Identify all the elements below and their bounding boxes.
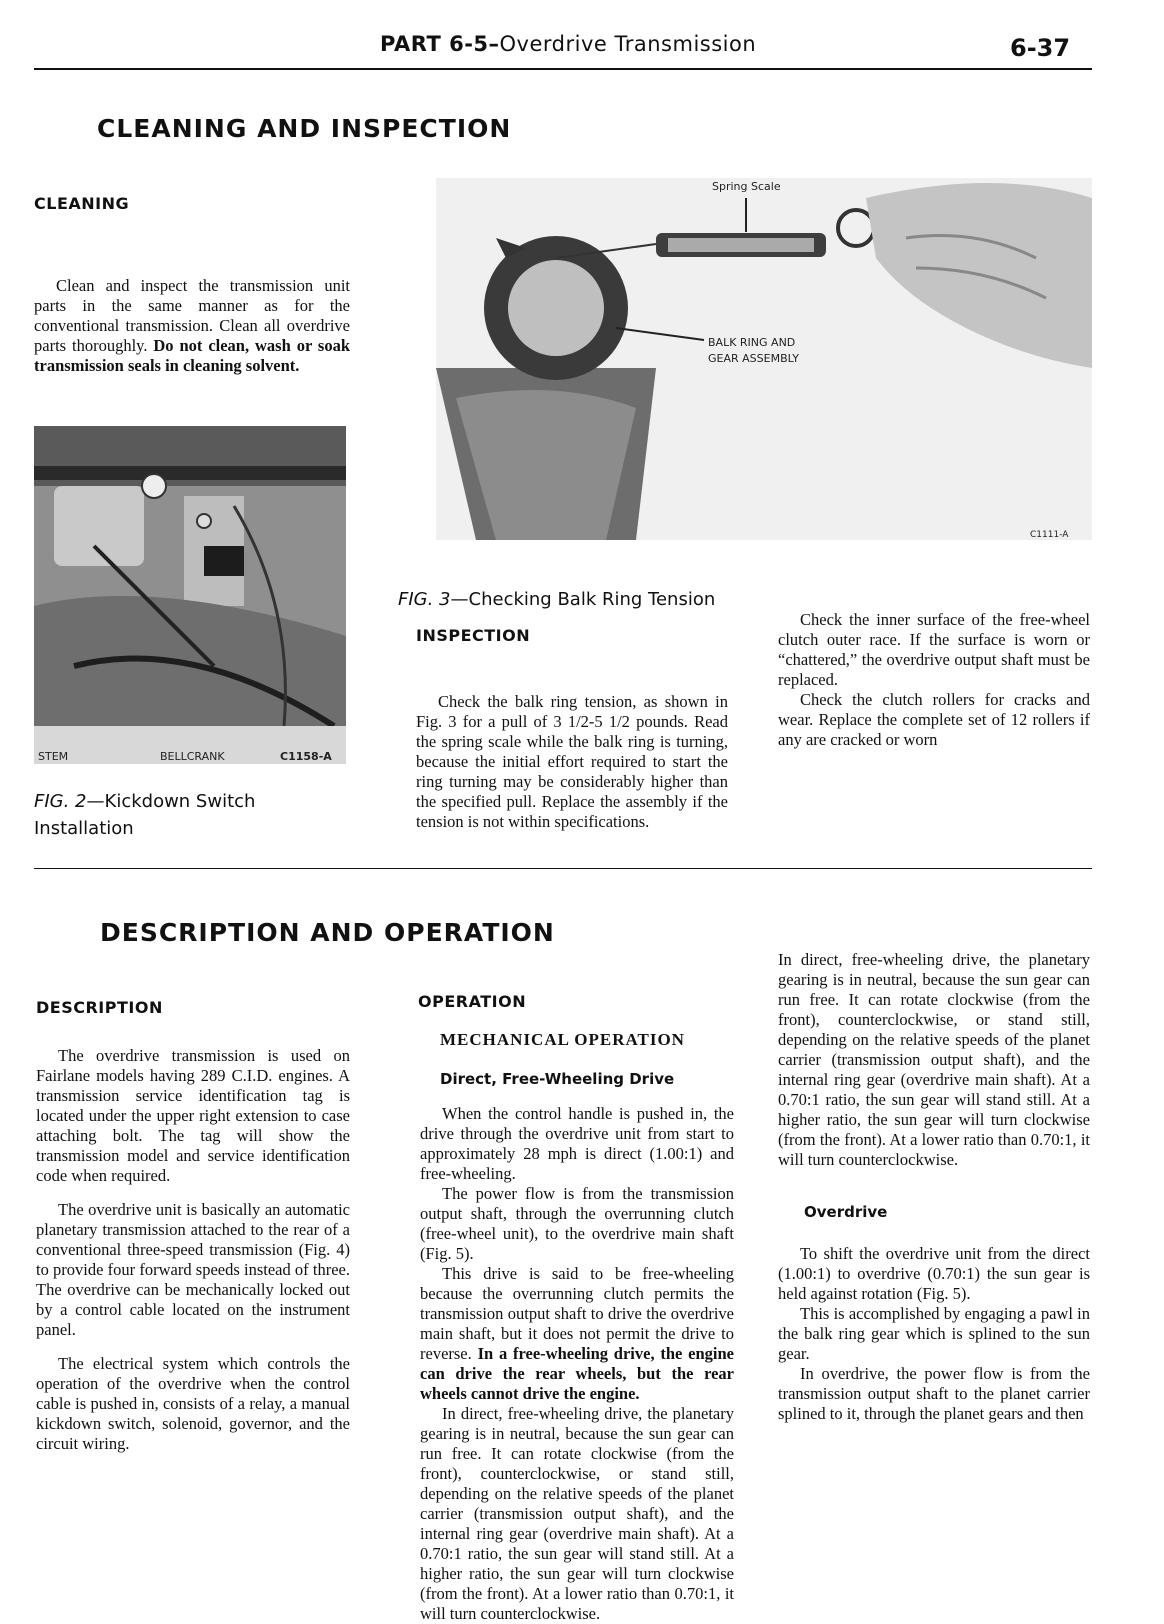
cleaning-text: Clean and inspect the transmission unit parts in the same manner as for the conventional transmission. Clean all overdrive parts thoroughly. [34, 276, 350, 355]
overdrive-heading: Overdrive [804, 1203, 888, 1221]
operation-p3-bold: In a free-wheeling drive, the engine can drive the rear wheels, but the rear wheels cannot drive the engine. [420, 1344, 734, 1403]
operation-p4: In direct, free-wheeling drive, the planetary gearing is in neutral, because the sun gear can run free. It can rotate clockwise (from the front), counterclockwise, or stand still, depending on the relative speeds of the planet carrier (transmission output shaft), and the internal ring gear (overdrive main shaft). At a 0.70:1 ratio, the sun gear will stand still. At a higher ratio, the sun gear will turn clockwise (from the front). At a lower ratio than 0.70:1, it will turn counterclockwise. [420, 1404, 734, 1623]
fig2-caption: FIG. 2—Kickdown Switch Installation [34, 791, 256, 839]
cleaning-warning: Do not clean, wash or soak transmission seals in cleaning solvent. [34, 336, 350, 375]
header-rule [34, 68, 1092, 70]
fig2-label-code: C1158-A [280, 750, 332, 763]
description-column [36, 1046, 350, 1454]
fig2-photo [34, 426, 346, 764]
description-heading: DESCRIPTION [36, 998, 163, 1017]
inspection-paragraph-col3 [778, 610, 1090, 750]
operation-p1: When the control handle is pushed in, the drive through the overdrive unit from start to approximately 28 mph is direct (1.00:1) and free-wheeling. [420, 1104, 734, 1183]
section-divider [34, 868, 1092, 869]
operation-heading: OPERATION [418, 992, 527, 1011]
overdrive-p1: To shift the overdrive unit from the direct (1.00:1) to overdrive (0.70:1) the sun gear is held against rotation (Fig. 5). [778, 1244, 1090, 1303]
fig3-caption: FIG. 3—Checking Balk Ring Tension [398, 589, 716, 610]
header-title: Overdrive Transmission [499, 32, 757, 56]
description-p1: The overdrive transmission is used on Fairlane models having 289 C.I.D. engines. A transmission service identification tag is located under the upper right extension to case attaching bolt. The tag will show the transmission model and service identification code when required. [36, 1046, 350, 1185]
fig2-label-bellcrank: BELLCRANK [160, 750, 225, 763]
description-p3: The electrical system which controls the operation of the overdrive when the control cable is pushed in, consists of a relay, a manual kickdown switch, solenoid, governor, and the circuit wiring. [36, 1354, 350, 1453]
operation-p4-continued [778, 950, 1090, 1188]
operation-p2: The power flow is from the transmission output shaft, through the overrunning clutch (free-wheel unit), to the overdrive main shaft (Fig. 5). [420, 1184, 734, 1263]
section-title-description-operation: DESCRIPTION AND OPERATION [100, 918, 555, 947]
direct-freewheeling-heading: Direct, Free-Wheeling Drive [440, 1070, 675, 1088]
fig3-label-gear-assembly: GEAR ASSEMBLY [708, 352, 800, 365]
header-part: PART 6-5 [380, 32, 489, 56]
running-header: PART 6-5–Overdrive Transmission [380, 32, 757, 56]
operation-p3 [420, 1264, 734, 1404]
fig3-label-code: C1111-A [1030, 530, 1069, 540]
overdrive-p3: In overdrive, the power flow is from the transmission output shaft to the planet carrier splined to it, through the planet gears and then [778, 1364, 1090, 1423]
fig3-label-spring-scale: Spring Scale [712, 180, 781, 193]
cleaning-paragraph [34, 276, 350, 376]
fig2-label-stem: STEM [38, 750, 69, 763]
fig2-caption-text: Kickdown Switch Installation [34, 791, 256, 839]
description-p2: The overdrive unit is basically an automatic planetary transmission attached to the rear of a conventional three-speed transmission (Fig. 4) to provide four forward speeds instead of three. The overdrive can be mechanically locked out by a control cable located on the instrument panel. [36, 1200, 350, 1339]
fig3-caption-text: Checking Balk Ring Tension [468, 589, 716, 610]
inspection-paragraph-col2 [416, 692, 728, 832]
operation-p3-text: This drive is said to be free-wheeling because the overrunning clutch permits the transmission output shaft to drive the overdrive main shaft, but it does not permit the drive to reverse. [420, 1264, 734, 1363]
inspection-p2: Check the inner surface of the free-wheel clutch outer race. If the surface is worn or “chattered,” the overdrive output shaft must be replaced. [778, 610, 1090, 689]
fig3-caption-number: FIG. 3 [398, 589, 451, 610]
operation-column [420, 1104, 734, 1623]
inspection-p1: Check the balk ring tension, as shown in Fig. 3 for a pull of 3 1/2-5 1/2 pounds. Read the spring scale while the balk ring is turning, because the initial effort required to start the ring turning may be considerably higher than the specified pull. Replace the assembly if the tension is not within specifications. [416, 692, 728, 831]
inspection-heading: INSPECTION [416, 626, 531, 645]
mechanical-operation-heading: MECHANICAL OPERATION [440, 1030, 685, 1049]
fig3-label-balk-ring: BALK RING AND [708, 336, 796, 349]
inspection-p3: Check the clutch rollers for cracks and wear. Replace the complete set of 12 rollers if any are cracked or worn [778, 690, 1090, 749]
overdrive-p2: This is accomplished by engaging a pawl in the balk ring gear which is splined to the sun gear. [778, 1304, 1090, 1363]
page-number: 6-37 [1010, 34, 1071, 62]
operation-p4-tail: In direct, free-wheeling drive, the planetary gearing is in neutral, because the sun gear can run free. It can rotate clockwise (from the front), counterclockwise, or stand still, depending on the relative speeds of the planet carrier (transmission output shaft), and the internal ring gear (overdrive main shaft). At a 0.70:1 ratio, the sun gear will stand still. At a higher ratio, the sun gear will turn clockwise (from the front). At a lower ratio than 0.70:1, it will turn counterclockwise. [778, 950, 1090, 1169]
overdrive-column [778, 950, 1090, 1424]
cleaning-heading: CLEANING [34, 194, 130, 213]
fig2-caption-number: FIG. 2 [34, 791, 87, 812]
section-title-cleaning-inspection: CLEANING AND INSPECTION [97, 114, 512, 143]
operation-p4-start [420, 1404, 734, 1623]
